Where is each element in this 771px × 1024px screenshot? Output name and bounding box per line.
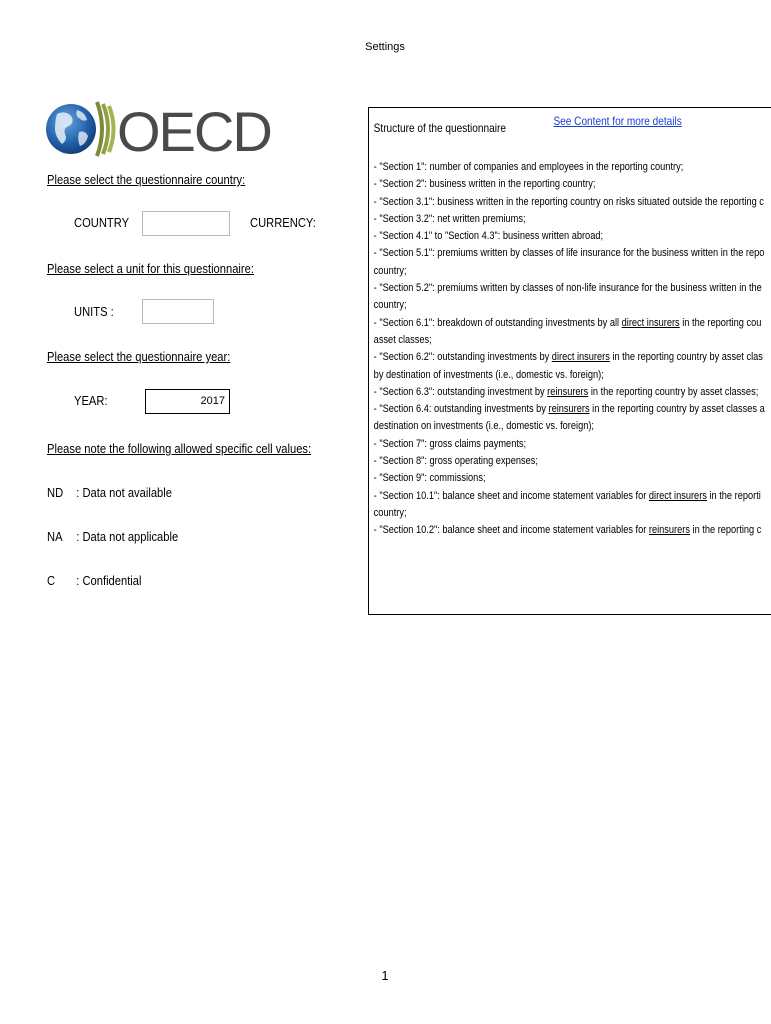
section-line-text: - "Section 10.1": balance sheet and income statement variables for	[373, 489, 649, 502]
section-line-text: in the reporting country by asset classes a	[589, 403, 765, 416]
section-line	[374, 280, 769, 297]
section-line	[374, 384, 769, 401]
unit-section-heading: Please select a unit for this questionnaire:	[47, 261, 254, 276]
section-line	[374, 436, 769, 453]
section-line-text: in the reporting c	[689, 524, 762, 537]
section-line-underlined: reinsurers	[547, 385, 589, 398]
structure-panel-title: Structure of the questionnaire	[373, 121, 506, 135]
section-line-underlined: reinsurers	[548, 403, 590, 416]
structure-panel	[368, 107, 771, 615]
section-line	[374, 332, 769, 349]
oecd-logo	[45, 88, 271, 170]
section-line-text: - "Section 6.1": breakdown of outstanding investments by all	[373, 316, 622, 329]
section-line-text: in the reporti	[706, 489, 761, 502]
page-header: Settings	[365, 41, 405, 53]
section-line	[374, 470, 769, 487]
year-section-heading: Please select the questionnaire year:	[47, 349, 231, 364]
section-line-text: - "Section 5.2": premiums written by classes of non-life insurance for the business written in the	[373, 282, 762, 295]
section-line-text: asset classes;	[373, 333, 432, 346]
year-field[interactable]: 2017	[145, 389, 230, 414]
section-line-text: - "Section 9": commissions;	[373, 472, 486, 485]
section-line-text: - "Section 5.1": premiums written by classes of life insurance for the business written in the repo	[373, 247, 765, 260]
code-row-na	[47, 529, 178, 544]
section-line-text: in the reporting country by asset classes;	[588, 385, 759, 398]
section-line	[374, 505, 769, 522]
section-line	[374, 211, 769, 228]
country-field[interactable]	[142, 211, 230, 236]
section-line-underlined: direct insurers	[551, 351, 610, 364]
cell-values-heading: Please note the following allowed specific cell values:	[47, 441, 312, 456]
section-line	[374, 159, 769, 176]
section-line	[374, 453, 769, 470]
section-line-underlined: reinsurers	[648, 524, 690, 537]
section-line-text: - "Section 10.2": balance sheet and income statement variables for	[373, 524, 649, 537]
section-line	[374, 245, 769, 262]
section-line-text: - "Section 6.3": outstanding investment by	[373, 385, 548, 398]
section-line-text: in the reporting cou	[679, 316, 762, 329]
section-line	[374, 176, 769, 193]
year-label: YEAR:	[74, 393, 108, 408]
section-line-text: - "Section 6.4: outstanding investments by	[373, 403, 549, 416]
units-label: UNITS :	[74, 304, 114, 319]
section-line-text: country;	[373, 264, 407, 277]
page-number: 1	[381, 968, 389, 983]
country-label: COUNTRY	[74, 215, 130, 230]
code-meaning: : Data not available	[76, 485, 172, 500]
section-line-text: - "Section 1": number of companies and employees in the reporting country;	[373, 161, 684, 173]
code-meaning: : Confidential	[76, 573, 142, 588]
code-label: NA	[47, 529, 63, 544]
section-line-text: - "Section 2": business written in the reporting country;	[373, 178, 596, 191]
section-line	[374, 522, 769, 539]
section-line-underlined: direct insurers	[621, 316, 680, 329]
currency-label: CURRENCY:	[250, 215, 316, 230]
section-line-text: - "Section 7": gross claims payments;	[373, 437, 527, 450]
section-line-underlined: direct insurers	[648, 489, 707, 502]
code-meaning: : Data not applicable	[76, 529, 179, 544]
section-line-text: by destination of investments (i.e., domestic vs. foreign);	[373, 368, 604, 381]
code-row-nd	[47, 485, 172, 500]
section-line-text: - "Section 4.1" to "Section 4.3": business written abroad;	[373, 230, 604, 243]
section-line	[374, 263, 769, 280]
section-line-text: country;	[373, 506, 407, 519]
section-line-text: destination on investments (i.e., domestic vs. foreign);	[373, 420, 595, 433]
section-line-text: - "Section 8": gross operating expenses;	[373, 455, 538, 468]
code-row-c	[47, 573, 142, 588]
section-list	[374, 159, 769, 540]
section-line	[374, 297, 769, 314]
section-line-text: - "Section 3.2": net written premiums;	[373, 212, 526, 225]
units-field[interactable]	[142, 299, 214, 324]
code-label: C	[47, 573, 56, 588]
section-line-text: - "Section 6.2": outstanding investments by	[373, 351, 552, 364]
section-line	[374, 349, 769, 366]
section-line	[374, 418, 769, 435]
section-line	[374, 367, 769, 384]
code-label: ND	[47, 485, 64, 500]
section-line	[374, 315, 769, 332]
section-line	[374, 194, 769, 211]
section-line-text: in the reporting country by asset clas	[609, 351, 763, 364]
country-section-heading: Please select the questionnaire country:	[47, 172, 246, 187]
section-line-text: country;	[373, 299, 407, 312]
section-line	[374, 488, 769, 505]
section-line	[374, 228, 769, 245]
see-content-link[interactable]: See Content for more details	[553, 114, 682, 128]
section-line-text: - "Section 3.1": business written in the reporting country on risks situated outside the reporting c	[373, 195, 764, 208]
section-line	[374, 401, 769, 418]
logo-text: OECD	[117, 100, 271, 163]
